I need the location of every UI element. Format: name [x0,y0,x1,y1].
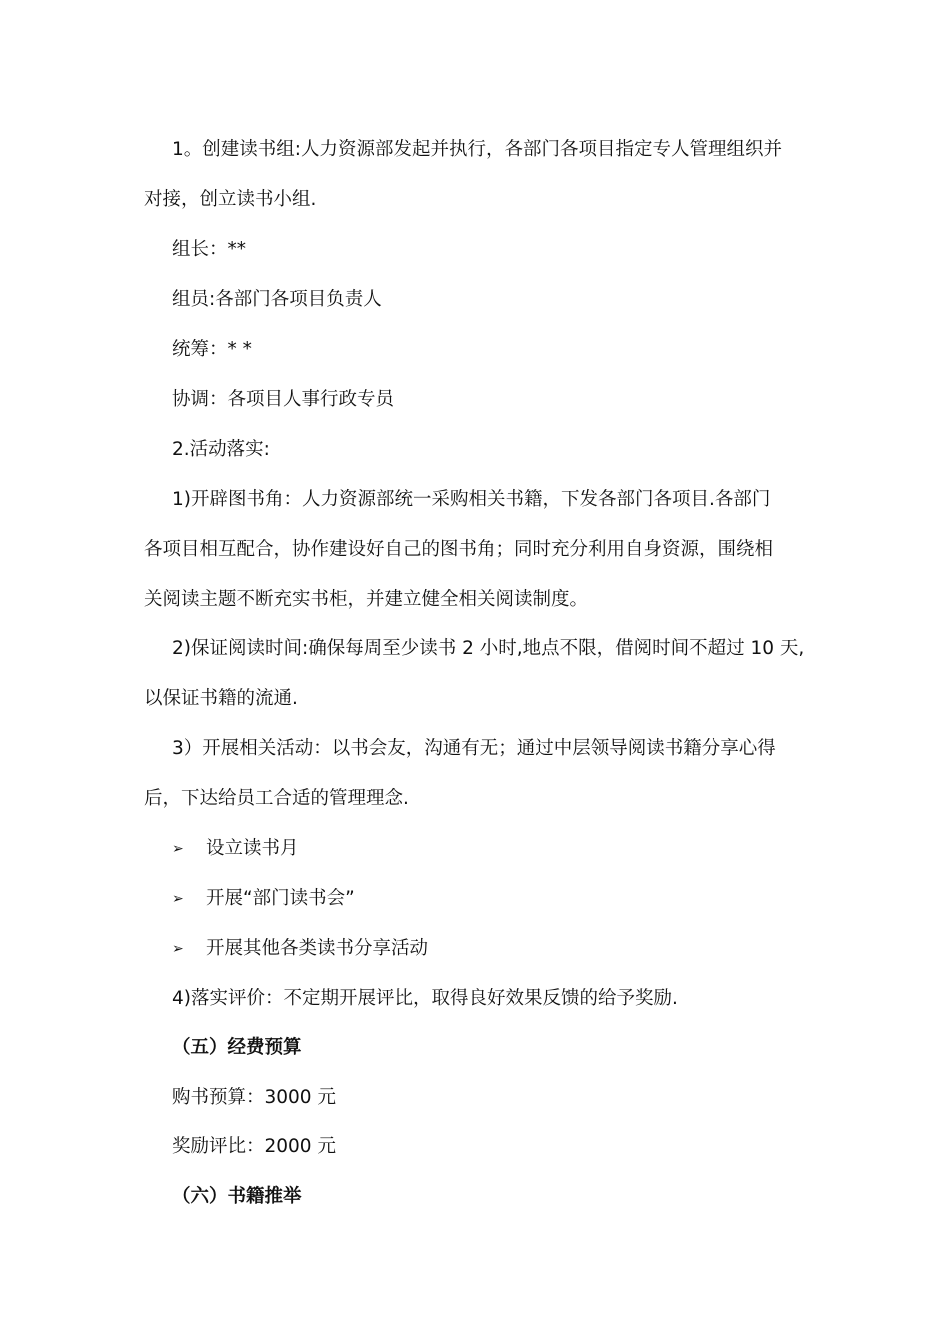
bullet-arrow-icon: ➢ [172,841,184,857]
bullet-arrow-icon: ➢ [172,891,184,907]
group-leader: 组长：** [172,239,247,260]
book-corner-line-3: 关阅读主题不断充实书柜，并建立健全相关阅读制度。 [144,589,589,610]
list-item: 设立读书月 [206,838,299,859]
bullet-arrow-icon: ➢ [172,941,184,957]
group-members: 组员:各部门各项目负责人 [172,289,382,310]
activities-line-1: 3）开展相关活动：以书会友，沟通有无；通过中层领导阅读书籍分享心得 [172,738,776,759]
reward-budget: 奖励评比：2000 元 [172,1136,336,1157]
group-planner: 统筹：* * [172,339,252,360]
budget-heading: （五）经费预算 [172,1037,302,1058]
activity-heading: 2.活动落实: [172,439,270,460]
create-group-line-2: 对接，创立读书小组. [144,189,317,210]
book-budget: 购书预算：3000 元 [172,1087,336,1108]
group-coordinator: 协调：各项目人事行政专员 [172,389,395,410]
activities-line-2: 后，下达给员工合适的管理理念. [144,788,409,809]
create-group-line-1: 1。创建读书组:人力资源部发起并执行，各部门各项目指定专人管理组织并 [172,139,783,160]
book-corner-line-1: 1)开辟图书角：人力资源部统一采购相关书籍，下发各部门各项目.各部门 [172,489,771,510]
reading-time-line-2: 以保证书籍的流通. [144,688,298,709]
book-recommendation-heading: （六）书籍推举 [172,1186,302,1207]
list-item: 开展“部门读书会” [206,888,355,909]
book-corner-line-2: 各项目相互配合，协作建设好自己的图书角；同时充分利用自身资源，围绕相 [144,539,774,560]
reading-time-line-1: 2)保证阅读时间:确保每周至少读书 2 小时,地点不限，借阅时间不超过 10 天, [172,638,805,659]
evaluation-line: 4)落实评价：不定期开展评比，取得良好效果反馈的给予奖励. [172,988,678,1009]
list-item: 开展其他各类读书分享活动 [206,938,429,959]
